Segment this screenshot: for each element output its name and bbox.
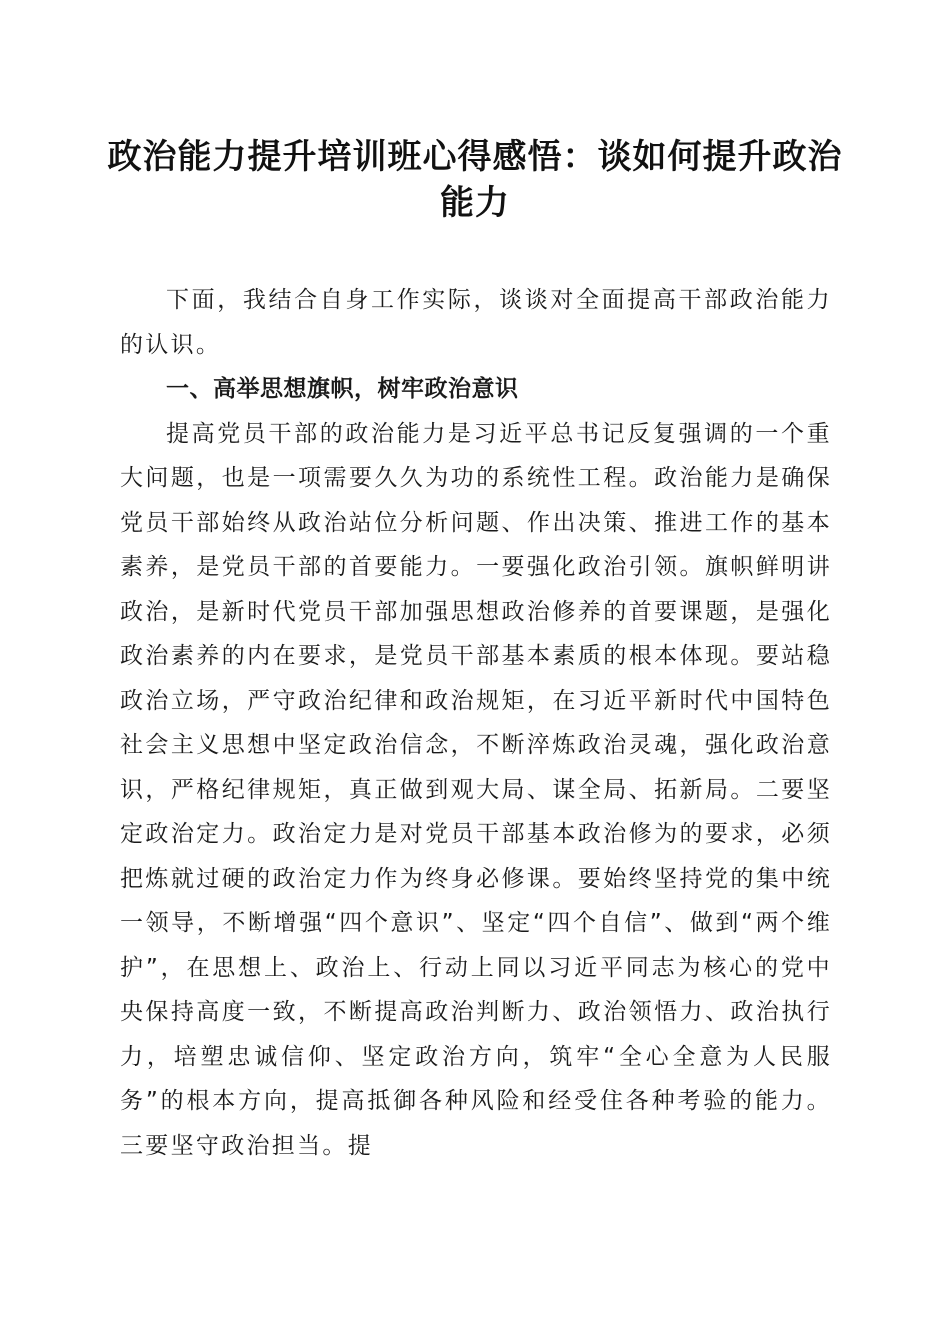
document-title: 政治能力提升培训班心得感悟：谈如何提升政治能力	[107, 137, 843, 223]
intro-paragraph: 下面，我结合自身工作实际，谈谈对全面提高干部政治能力的认识。	[120, 287, 832, 358]
section-heading: 一、高举思想旗帜，树牢政治意识	[166, 376, 519, 402]
section-paragraph: 提高党员干部的政治能力是习近平总书记反复强调的一个重大问题，也是一项需要久久为功的系统性工程。政治能力是确保党员干部始终从政治站位分析问题、作出决策、推进工作的基本素养，是党员干部的首要能力。一要强化政治引领。旗帜鲜明讲政治，是新时代党员干部加强思想政治修养的首要课题，是强化政治素养的内在要求，是党员干部基本素质的根本体现。要站稳政治立场，严守政治纪律和政治规矩，在习近平新时代中国特色社会主义思想中坚定政治信念，不断淬炼政治灵魂，强化政治意识，严格纪律规矩，真正做到观大局、谋全局、拓新局。二要坚定政治定力。政治定力是对党员干部基本政治修为的要求，必须把炼就过硬的政治定力作为终身必修课。要始终坚持党的集中统一领导，不断增强“四个意识”、坚定“四个自信”、做到“两个维护”，在思想上、政治上、行动上同以习近平同志为核心的党中央保持高度一致，不断提高政治判断力、政治领悟力、政治执行力，培塑忠诚信仰、坚定政治方向，筑牢“全心全意为人民服务”的根本方向，提高抵御各种风险和经受住各种考验的能力。三要坚守政治担当。提	[120, 420, 832, 1159]
document-body	[120, 278, 832, 1168]
